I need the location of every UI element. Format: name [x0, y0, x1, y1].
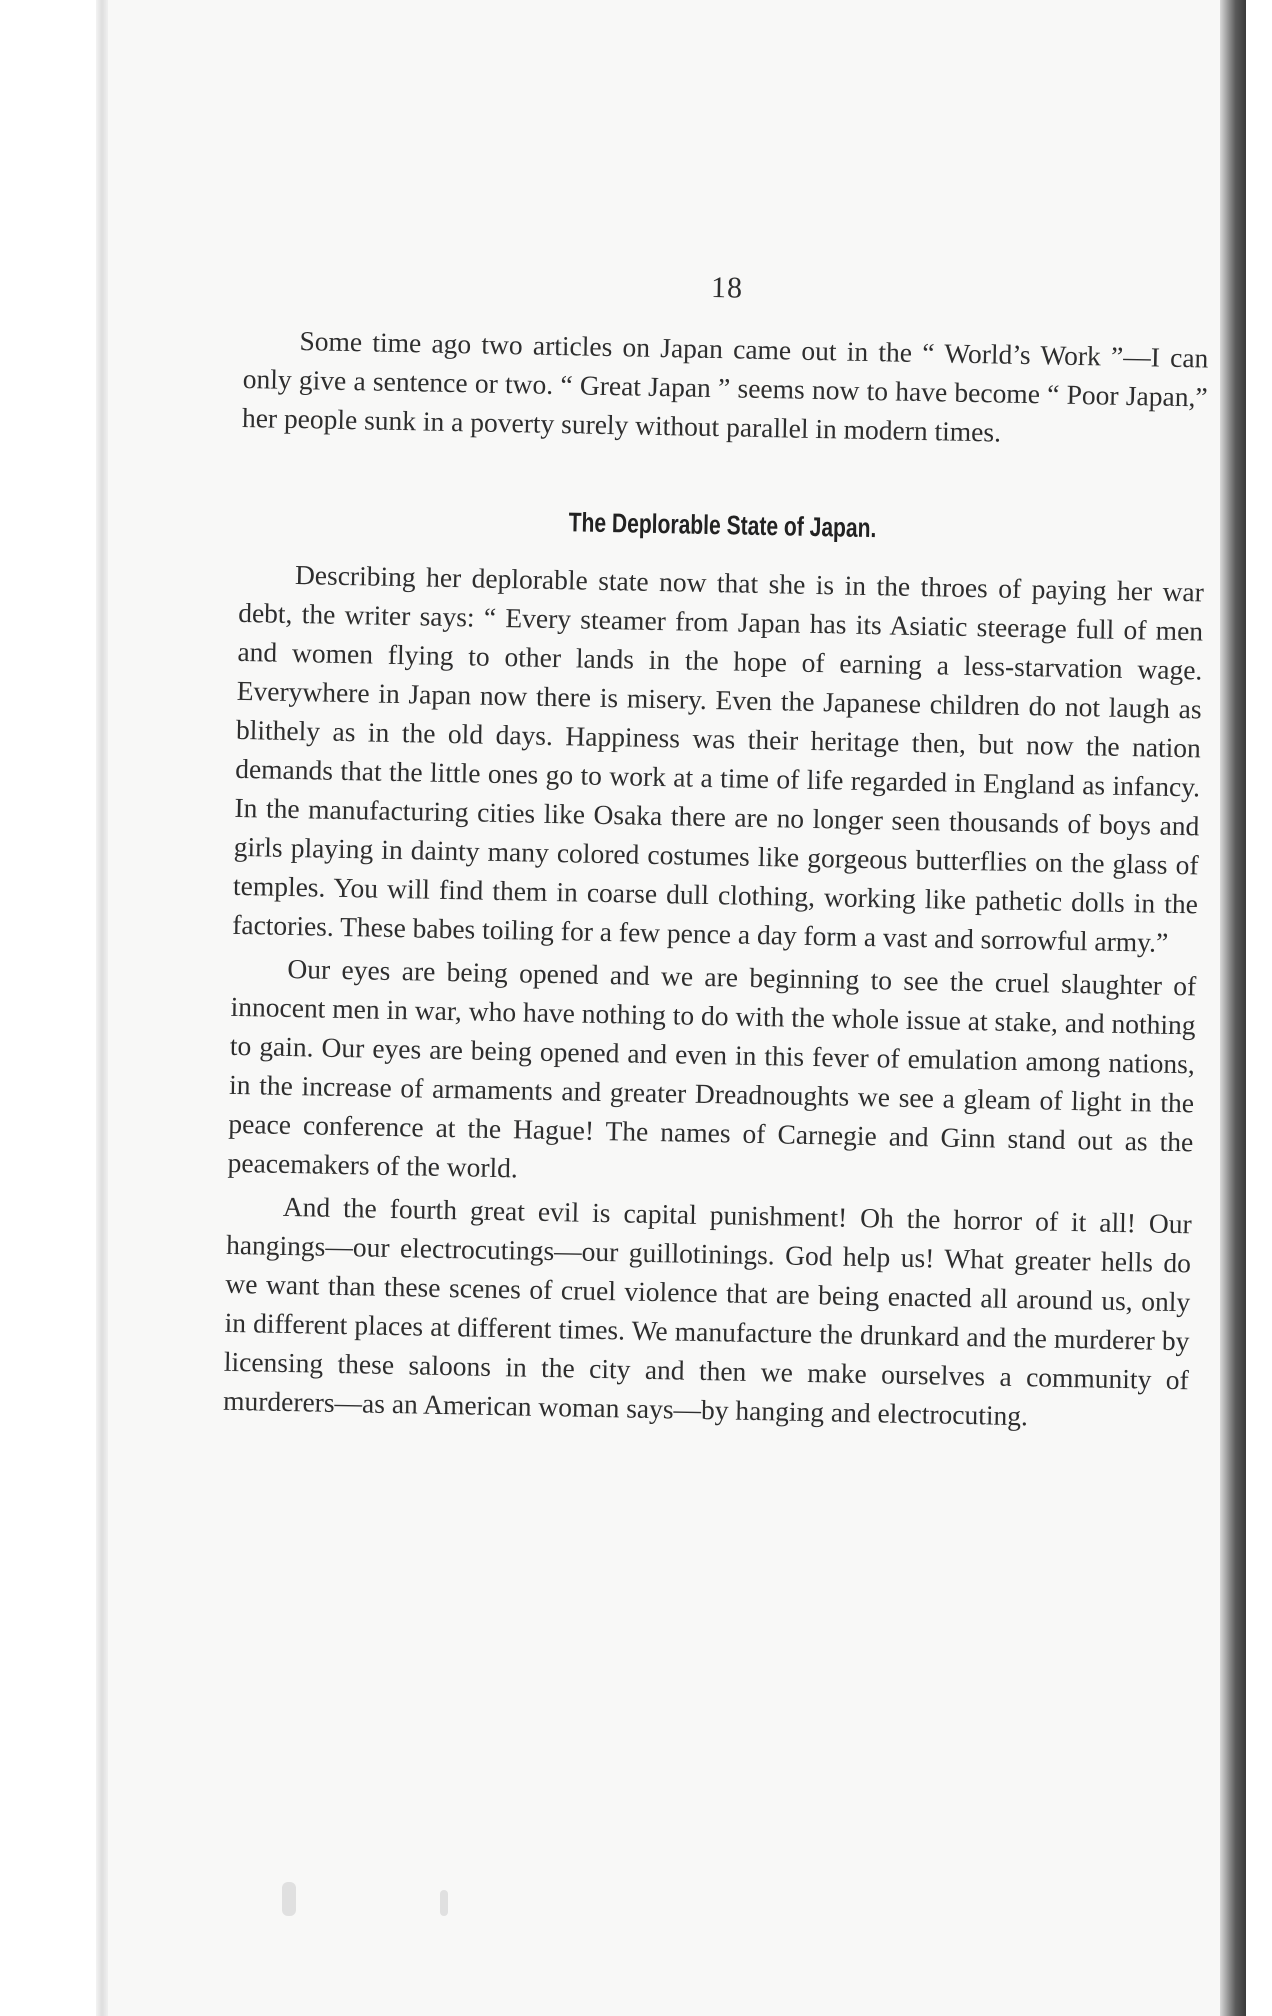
section-heading: The Deplorable State of Japan.	[568, 507, 877, 544]
page-edge-shadow	[96, 0, 108, 2016]
scan-smudge	[282, 1882, 296, 1916]
page-number: 18	[710, 270, 744, 305]
scan-smudge	[440, 1890, 448, 1916]
binding-gutter	[1220, 0, 1246, 2016]
page-content	[223, 262, 1210, 1438]
body-paragraph: And the fourth great evil is capital punishment! Oh the horror of it all! Our hangings—our electrocutings—our guillotinings. God help us! What greater hells do we want than these scenes of cruel violence that are being enacted all around us, only in different places at different times. We manufacture the drunkard and the murderer by licensing these saloons in the city and then we make ourselves a community of murderers—as an American woman says—by hanging and electrocuting.	[222, 1190, 1193, 1432]
body-paragraph: Our eyes are being opened and we are beginning to see the cruel slaughter of innocent men in war, who have nothing to do with the whole issue at stake, and nothing to gain. Our eyes are being opened and even in this fever of emulation among nations, in the increase of armaments and greater Dreadnoughts we see a gleam of light in the peace conference at the Hague! The names of Carnegie and Ginn stand out as the peacemakers of the world.	[227, 952, 1197, 1184]
intro-paragraph: Some time ago two articles on Japan came out in the “ World’s Work ”—I can only give a sentence or two. “ Great Japan ” seems now to have become “ Poor Japan,” her people sunk in a poverty surely without parallel in modern times.	[241, 325, 1209, 448]
body-paragraph: Describing her deplorable state now that she is in the throes of paying her war debt, the writer says: “ Every steamer from Japan has its Asiatic steerage full of men and women flying to other lands in the hope of earning a less-starvation wage. Everywhere in Japan now there is misery. Even the Japanese children do not laugh as blithely as in the old days. Happiness was their heritage then, but now the nation demands that the little ones go to work at a time of life regarded in England as infancy. In the manufacturing cities like Osaka there are no longer seen thousands of boys and girls playing in dainty many colored costumes like gorgeous butterflies on the glass of temples. You will find them in coarse dull clothing, working like pathetic dolls in the factories. These babes toiling for a few pence a day form a vast and sorrowful army.”	[231, 559, 1205, 958]
